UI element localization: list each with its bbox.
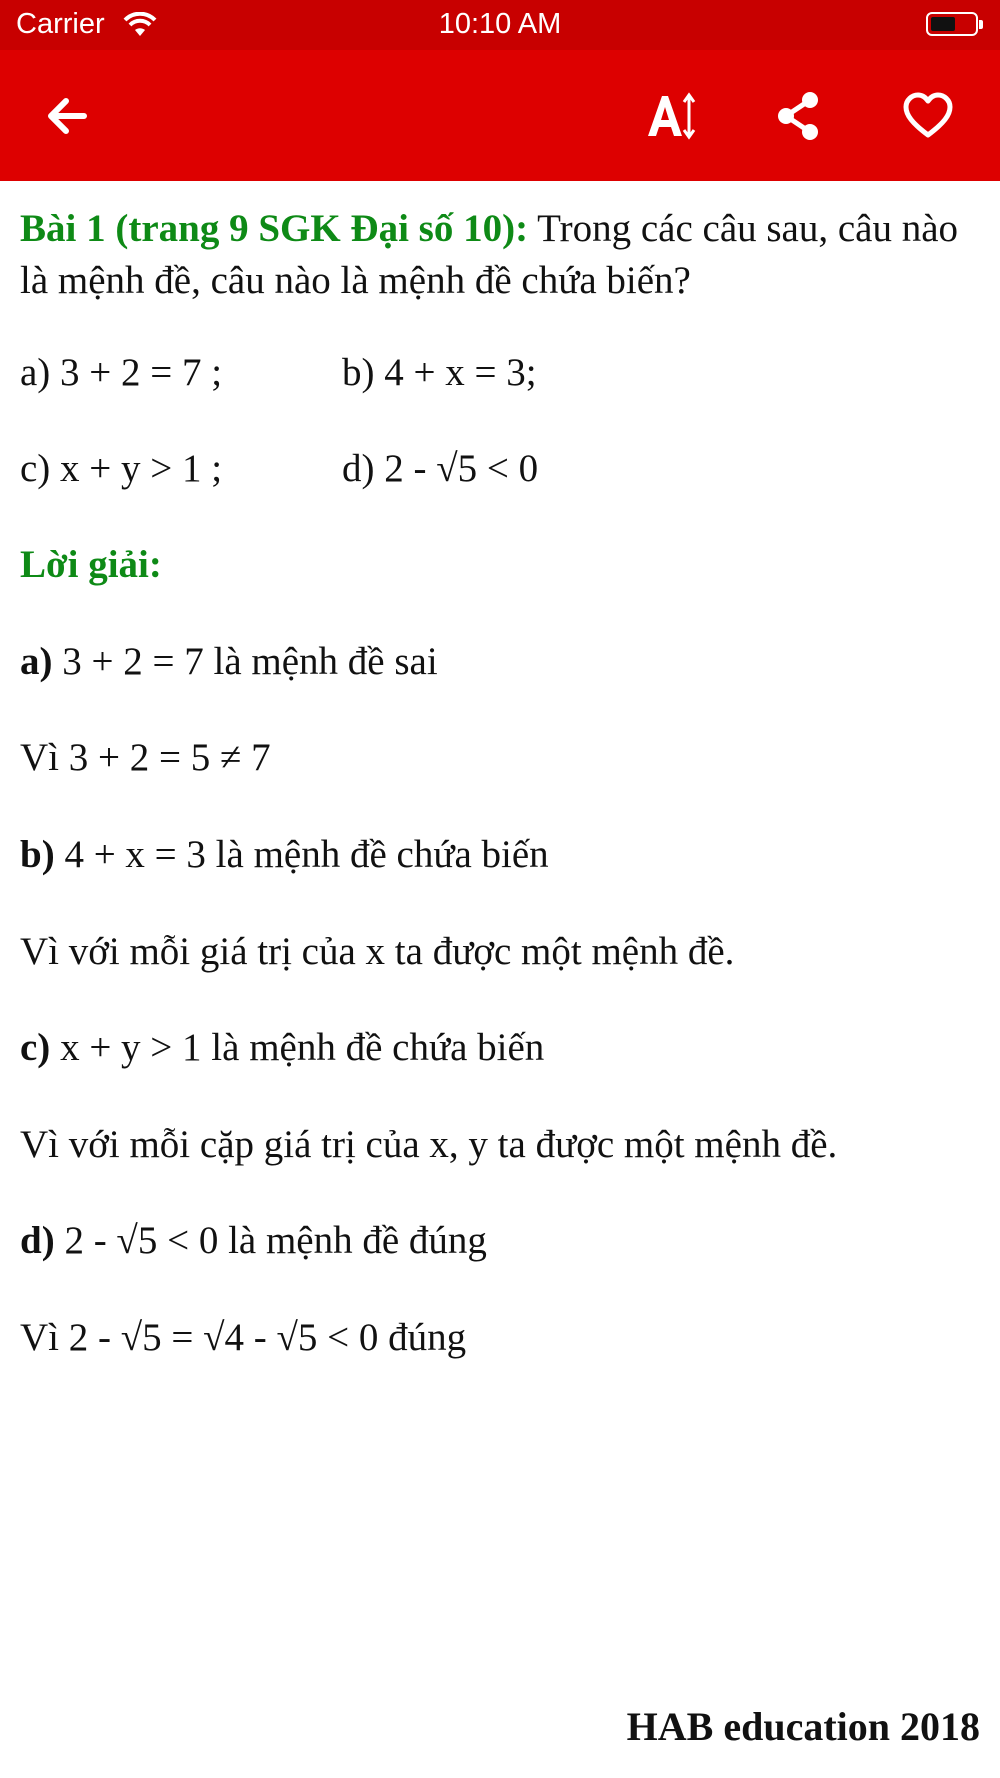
toolbar xyxy=(0,50,1000,181)
reason-a: Vì 3 + 2 = 5 ≠ 7 xyxy=(20,736,271,779)
carrier-label: Carrier xyxy=(16,8,105,40)
answer-text: x + y > 1 là mệnh đề chứa biến xyxy=(50,1026,545,1069)
reason-d: Vì 2 - √5 = √4 - √5 < 0 đúng xyxy=(20,1316,467,1359)
option-a: a) 3 + 2 = 7 ; xyxy=(20,351,223,394)
back-button[interactable] xyxy=(30,80,102,152)
answer-b xyxy=(20,829,549,881)
footer-credit: HAB education 2018 xyxy=(626,1704,980,1749)
answer-text: 3 + 2 = 7 là mệnh đề sai xyxy=(52,640,438,683)
options-row-1 xyxy=(20,347,537,399)
exercise-title: Bài 1 (trang 9 SGK Đại số 10): xyxy=(20,207,529,250)
options-row-2 xyxy=(20,443,539,495)
share-button[interactable] xyxy=(762,80,834,152)
battery-icon xyxy=(926,12,978,36)
question-text: Trong các câu sau, câu nào là mệnh đề, câu nào là mệnh đề chứa biến? xyxy=(20,207,959,302)
share-icon xyxy=(772,90,824,142)
exercise-question xyxy=(20,203,970,307)
reason-c: Vì với mỗi cặp giá trị của x, y ta được một mệnh đề. xyxy=(20,1123,838,1166)
answer-d xyxy=(20,1215,487,1267)
option-c: c) x + y > 1 ; xyxy=(20,447,223,490)
battery-level xyxy=(931,17,955,31)
heart-icon xyxy=(902,90,954,142)
answer-label: d) xyxy=(20,1219,55,1262)
answer-label: a) xyxy=(20,640,53,683)
text-size-icon xyxy=(644,90,696,142)
arrow-left-icon xyxy=(40,90,92,142)
favorite-button[interactable] xyxy=(892,80,964,152)
answer-c xyxy=(20,1022,544,1074)
answer-label: b) xyxy=(20,833,55,876)
option-d: d) 2 - √5 < 0 xyxy=(342,447,539,490)
option-b: b) 4 + x = 3; xyxy=(342,351,537,394)
status-time: 10:10 AM xyxy=(438,8,562,40)
status-bar xyxy=(0,0,1000,50)
solution-heading: Lời giải: xyxy=(20,543,162,586)
answer-label: c) xyxy=(20,1026,51,1069)
answer-a xyxy=(20,636,438,688)
font-size-button[interactable] xyxy=(634,80,706,152)
answer-text: 4 + x = 3 là mệnh đề chứa biến xyxy=(54,833,549,876)
answer-text: 2 - √5 < 0 là mệnh đề đúng xyxy=(54,1219,487,1262)
reason-b: Vì với mỗi giá trị của x ta được một mệnh đề. xyxy=(20,930,735,973)
